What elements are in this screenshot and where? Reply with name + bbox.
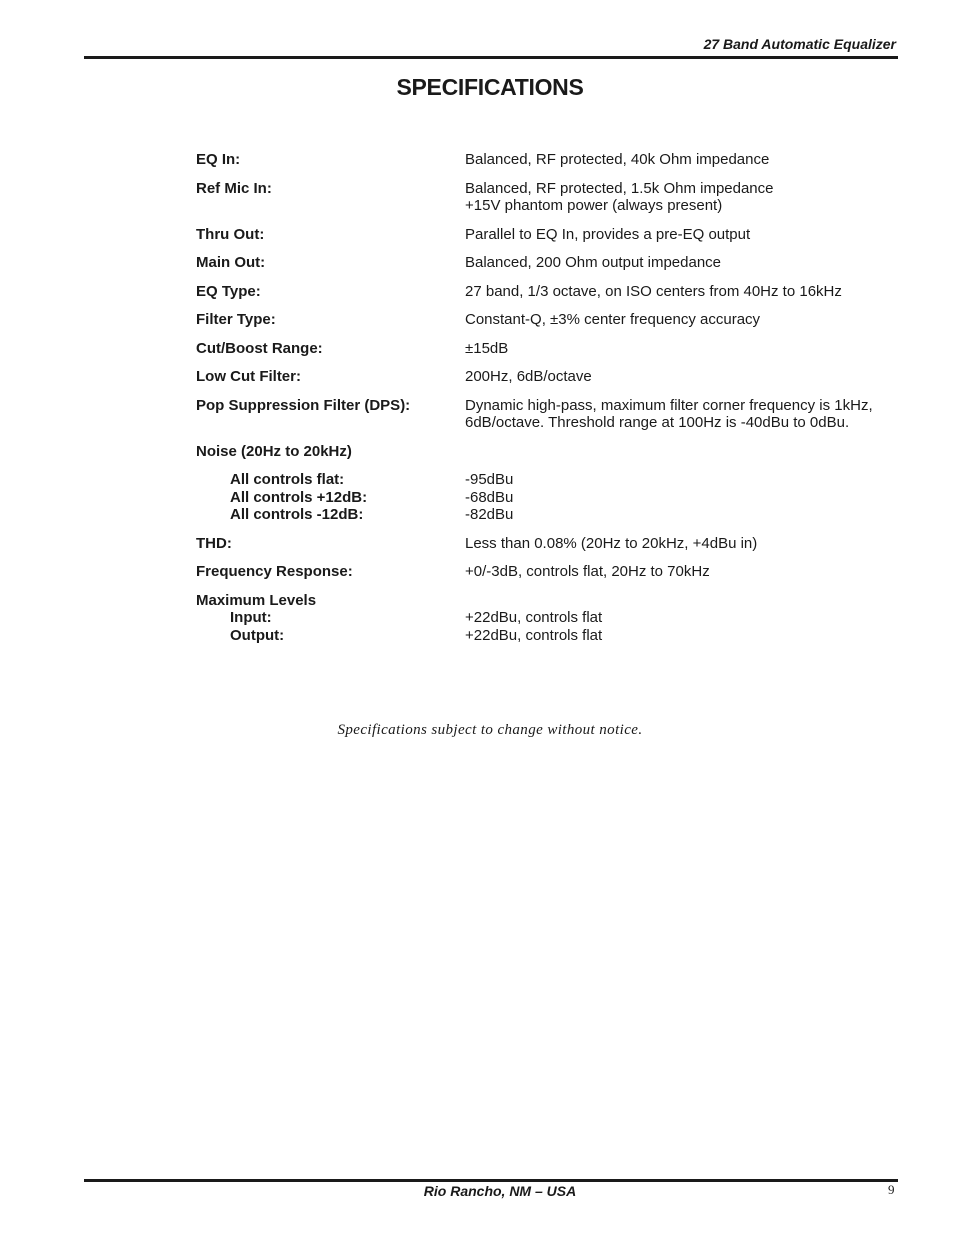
spec-row (196, 180, 906, 215)
spec-value: +0/-3dB, controls flat, 20Hz to 70kHz (465, 563, 710, 580)
max-levels-label: Maximum Levels (196, 591, 317, 609)
spec-value: Balanced, RF protected, 1.5k Ohm impedance +15V phantom power (always present) (465, 179, 774, 214)
notice-text: Specifications subject to change without notice. (337, 722, 643, 738)
page-number: 9 (888, 1182, 895, 1197)
spec-row (196, 226, 906, 244)
noise-row (196, 471, 906, 489)
max-levels-item-value: +22dBu, controls flat (465, 609, 603, 626)
spec-row (196, 283, 906, 301)
spec-label: THD: (196, 534, 232, 552)
max-levels-group (196, 592, 906, 645)
spec-row (196, 563, 906, 581)
spec-row (196, 340, 906, 358)
header-title: 27 Band Automatic Equalizer (703, 36, 896, 52)
spec-value: Constant-Q, ±3% center frequency accuracy (465, 311, 761, 328)
footer-location: Rio Rancho, NM – USA (423, 1183, 577, 1199)
spec-value: ±15dB (465, 339, 509, 357)
spec-label: Main Out: (196, 254, 266, 271)
spec-label: Pop Suppression Filter (DPS): (196, 396, 411, 414)
spec-value: 27 band, 1/3 octave, on ISO centers from 40Hz to 16kHz (465, 282, 842, 300)
max-levels-item-label: Output: (230, 626, 285, 644)
spec-label: Filter Type: (196, 311, 276, 328)
noise-group (196, 443, 906, 524)
spec-label: EQ In: (196, 151, 241, 168)
spec-value: 200Hz, 6dB/octave (465, 368, 592, 385)
spec-row (196, 368, 906, 386)
spec-label: Cut/Boost Range: (196, 339, 323, 357)
spec-value: Dynamic high-pass, maximum filter corner frequency is 1kHz, 6dB/octave. Threshold range at 100Hz is -40dBu to 0dBu. (465, 396, 873, 431)
spec-row (196, 397, 906, 432)
specs-list (196, 151, 906, 644)
spec-label: Ref Mic In: (196, 179, 272, 197)
noise-item-value: -68dBu (465, 488, 514, 506)
spec-label: Frequency Response: (196, 563, 353, 580)
noise-row (196, 506, 906, 524)
spec-value: Less than 0.08% (20Hz to 20kHz, +4dBu in) (465, 534, 758, 552)
noise-item-label: All controls +12dB: (230, 488, 368, 506)
spec-label: Thru Out: (196, 225, 265, 243)
max-levels-row (196, 609, 906, 627)
noise-label: Noise (20Hz to 20kHz) (196, 442, 352, 460)
header-rule (84, 56, 898, 59)
max-levels-item-label: Input: (230, 609, 272, 626)
spec-label: EQ Type: (196, 282, 261, 300)
spec-row (196, 254, 906, 272)
noise-item-value: -95dBu (465, 471, 514, 488)
page-title: SPECIFICATIONS (396, 74, 584, 100)
spec-value: Balanced, RF protected, 40k Ohm impedance (465, 151, 770, 168)
max-levels-item-value: +22dBu, controls flat (465, 626, 603, 644)
spec-value: Parallel to EQ In, provides a pre-EQ output (465, 225, 751, 243)
footer-rule (84, 1179, 898, 1182)
noise-row (196, 489, 906, 507)
noise-item-value: -82dBu (465, 506, 514, 523)
noise-item-label: All controls flat: (230, 471, 345, 488)
spec-value: Balanced, 200 Ohm output impedance (465, 254, 722, 271)
spec-row (196, 151, 906, 169)
noise-item-label: All controls -12dB: (230, 506, 364, 523)
max-levels-row (196, 627, 906, 645)
spec-row (196, 535, 906, 553)
spec-label: Low Cut Filter: (196, 368, 301, 385)
spec-row (196, 311, 906, 329)
